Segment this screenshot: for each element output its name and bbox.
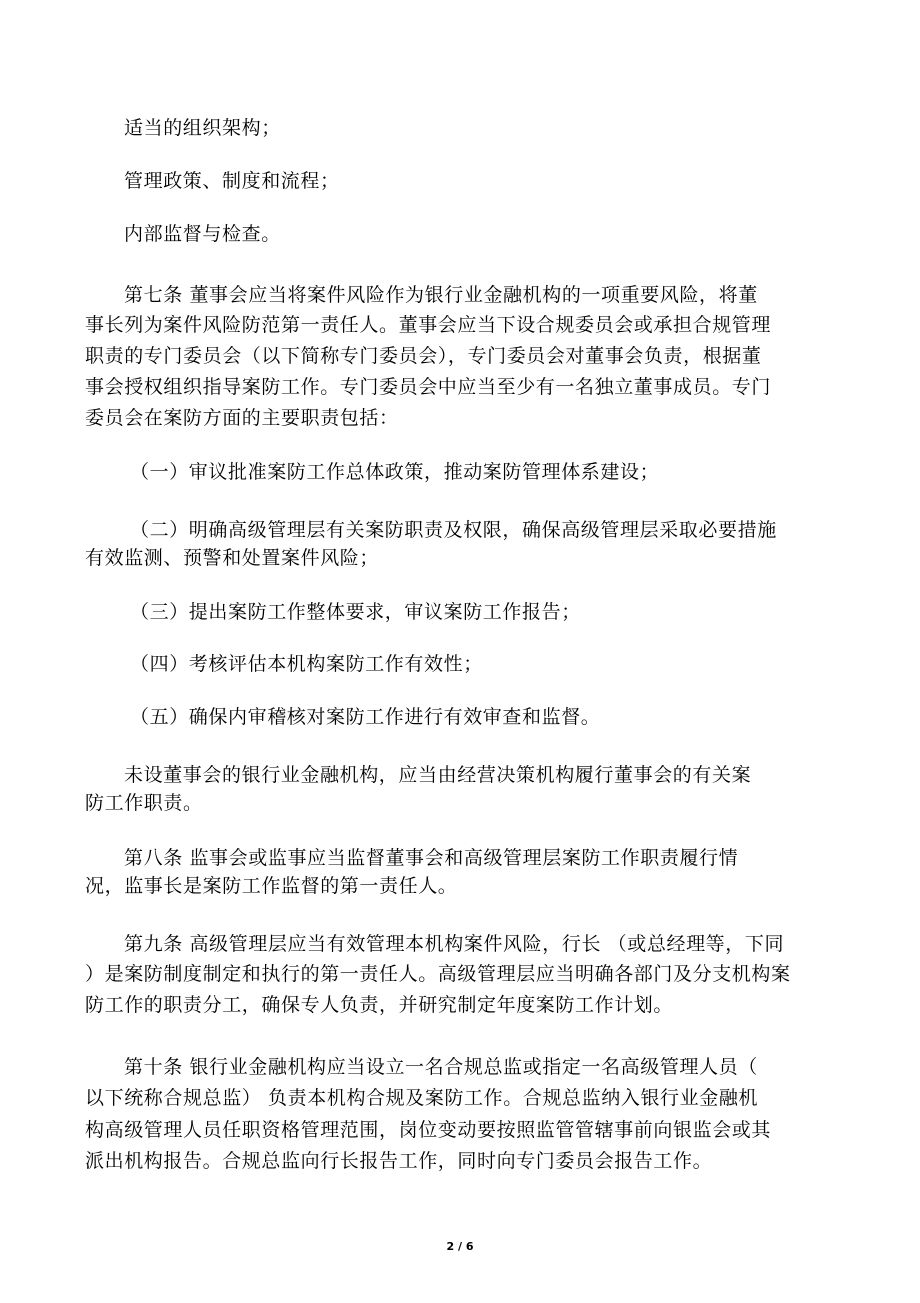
text-line: 事长列为案件风险防范第一责任人。董事会应当下设合规委员会或承担合规管理 (85, 314, 772, 336)
text-line: 防工作的职责分工，确保专人负责，并研究制定年度案防工作计划。 (85, 994, 674, 1016)
text-line: 有效监测、预警和处置案件风险； (85, 547, 380, 569)
text-line: 委员会在案防方面的主要职责包括： (85, 407, 399, 429)
article-9-heading-line: 第九条 高级管理层应当有效管理本机构案件风险，行长 （或总经理等，下同 (124, 933, 785, 955)
list-item: （四）考核评估本机构案防工作有效性； (130, 653, 483, 675)
article-8-heading-line: 第八条 监事会或监事应当监督董事会和高级管理层案防工作职责履行情 (124, 847, 739, 869)
list-item: （三）提出案防工作整体要求，审议案防工作报告； (130, 601, 581, 623)
text-line: 况，监事长是案防工作监督的第一责任人。 (85, 875, 458, 897)
text-line: 未设董事会的银行业金融机构，应当由经营决策机构履行董事会的有关案 (124, 764, 752, 786)
text-line: 事会授权组织指导案防工作。专门委员会中应当至少有一名独立董事成员。专门 (85, 376, 772, 398)
article-7-heading-line: 第七条 董事会应当将案件风险作为银行业金融机构的一项重要风险，将董 (124, 284, 758, 306)
list-item: （一）审议批准案防工作总体政策，推动案防管理体系建设； (130, 461, 660, 483)
list-item: （五）确保内审稽核对案防工作进行有效审查和监督。 (130, 706, 601, 728)
text-line: 管理政策、制度和流程； (124, 170, 340, 192)
page-number: 2 / 6 (446, 1240, 474, 1253)
text-line: 构高级管理人员任职资格管理范围，岗位变动要按照监管管辖事前向银监会或其 (85, 1119, 772, 1141)
text-line: 内部监督与检查。 (124, 223, 281, 245)
text-line: 防工作职责。 (85, 792, 203, 814)
text-line: 派出机构报告。合规总监向行长报告工作，同时向专门委员会报告工作。 (85, 1150, 713, 1172)
article-10-heading-line: 第十条 银行业金融机构应当设立一名合规总监或指定一名高级管理人员（ (124, 1056, 758, 1078)
text-line: ）是案防制度制定和执行的第一责任人。高级管理层应当明确各部门及分支机构案 (85, 963, 791, 985)
text-line: 适当的组织架构； (124, 117, 281, 139)
list-item: （二）明确高级管理层有关案防职责及权限，确保高级管理层采取必要措施 (130, 519, 777, 541)
text-line: 职责的专门委员会（以下简称专门委员会），专门委员会对董事会负责，根据董 (85, 345, 762, 367)
text-line: 以下统称合规总监） 负责本机构合规及案防工作。合规总监纳入银行业金融机 (85, 1087, 759, 1109)
